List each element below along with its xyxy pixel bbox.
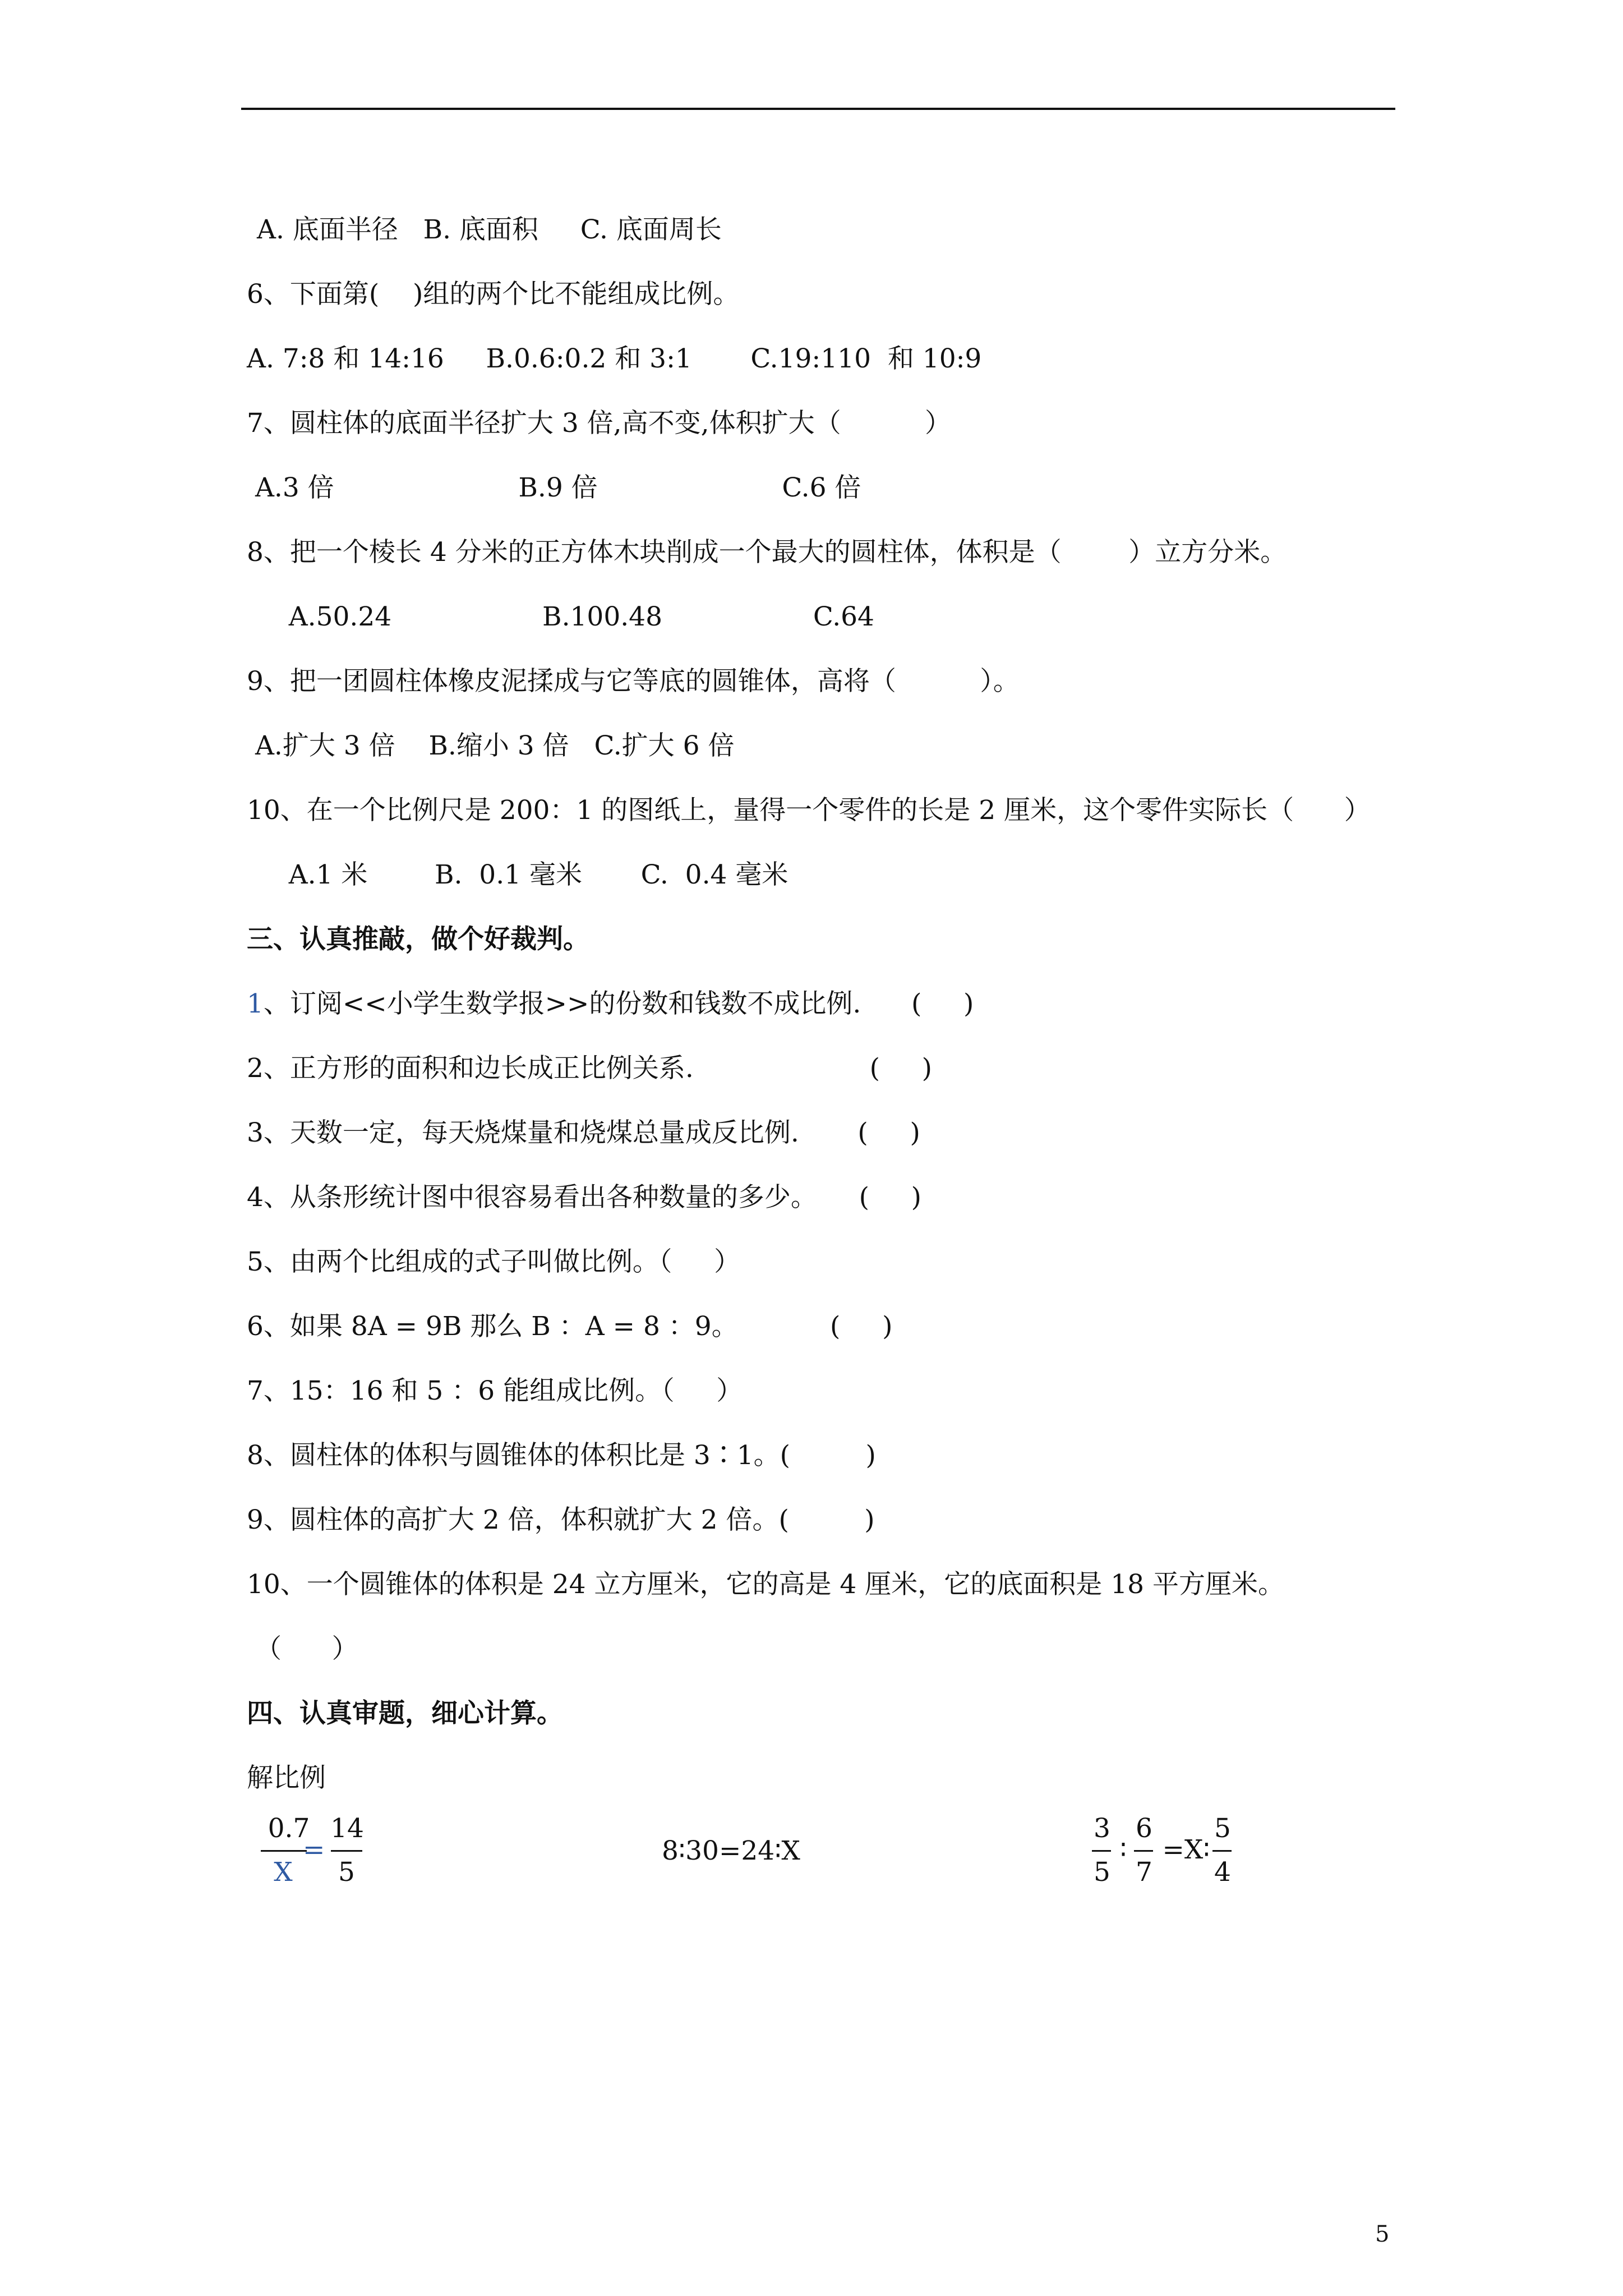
eq3-numerator-2: 6: [1136, 1813, 1152, 1844]
q10-options: A.1 米 B. 0.1 毫米 C. 0.4 毫米: [247, 859, 789, 890]
eq1-numerator-right: 14: [330, 1813, 364, 1844]
judge-item-2: 2、正方形的面积和边长成正比例关系. ( ): [247, 1053, 932, 1084]
equation-2: 8∶30=24∶X: [662, 1835, 800, 1866]
eq1-fraction-bar-left: [261, 1850, 307, 1852]
judge-item-1-text: 、订阅<<小学生数学报>>的份数和钱数不成比例. ( ): [263, 988, 974, 1019]
eq3-middle: =X∶: [1162, 1834, 1210, 1865]
section4-heading: 四、认真审题，细心计算。: [247, 1698, 563, 1729]
eq3-denominator-1: 5: [1094, 1857, 1110, 1888]
eq3-numerator-1: 3: [1094, 1813, 1110, 1844]
judge-item-1: [247, 987, 974, 1021]
q7-question: 7、圆柱体的底面半径扩大 3 倍,高不变,体积扩大（ ）: [247, 408, 951, 439]
eq1-denominator-left: X: [274, 1857, 293, 1888]
q9-options: A.扩大 3 倍 B.缩小 3 倍 C.扩大 6 倍: [247, 730, 735, 761]
q7-options: A.3 倍 B.9 倍 C.6 倍: [247, 472, 861, 503]
section4-subheading: 解比例: [247, 1763, 326, 1793]
eq3-denominator-3: 4: [1214, 1857, 1231, 1888]
q6-question: 6、下面第( )组的两个比不能组成比例。: [247, 279, 740, 310]
q5-options: A. 底面半径 B. 底面积 C. 底面周长: [257, 214, 722, 245]
q8-question: 8、把一个棱长 4 分米的正方体木块削成一个最大的圆柱体，体积是（ ）立方分米。: [247, 537, 1287, 568]
judge-item-5: 5、由两个比组成的式子叫做比例。（ ）: [247, 1246, 741, 1277]
judge-item-3: 3、天数一定，每天烧煤量和烧煤总量成反比例. ( ): [247, 1117, 920, 1148]
judge-item-6: 6、如果 8A = 9B 那么 B ：A = 8 ：9。 ( ): [247, 1311, 893, 1342]
judge-item-1-number: 1: [247, 988, 264, 1019]
eq3-denominator-2: 7: [1136, 1857, 1152, 1888]
page-number: 5: [1375, 2221, 1390, 2247]
eq1-fraction-bar-right: [331, 1850, 362, 1852]
q6-options: A. 7:8 和 14:16 B.0.6:0.2 和 3:1 C.19:110 和 10:9: [247, 343, 982, 374]
eq3-fraction-bar-1: [1092, 1850, 1111, 1852]
eq1-numerator-left: 0.7: [268, 1813, 310, 1844]
q9-question: 9、把一团圆柱体橡皮泥揉成与它等底的圆锥体，高将（ ）。: [247, 666, 1020, 697]
header-rule: [241, 108, 1395, 110]
judge-item-8: 8、圆柱体的体积与圆锥体的体积比是 3∶1。( ): [247, 1440, 876, 1471]
q10-question: 10、在一个比例尺是 200：1 的图纸上，量得一个零件的长是 2 厘米，这个零件实际长（ ）: [247, 795, 1371, 826]
judge-item-10-bracket: （ ）: [255, 1634, 358, 1664]
eq1-denominator-right: 5: [338, 1857, 355, 1888]
eq3-colon-1: ∶: [1119, 1834, 1127, 1865]
eq3-fraction-bar-3: [1212, 1850, 1232, 1852]
section3-heading: 三、认真推敲，做个好裁判。: [247, 924, 589, 955]
eq3-numerator-3: 5: [1214, 1813, 1231, 1844]
eq1-equals: =: [303, 1834, 325, 1865]
judge-item-7: 7、15：16 和 5 ：6 能组成比例。（ ）: [247, 1375, 743, 1406]
judge-item-4: 4、从条形统计图中很容易看出各种数量的多少。 ( ): [247, 1182, 921, 1213]
judge-item-10: 10、一个圆锥体的体积是 24 立方厘米，它的高是 4 厘米，它的底面积是 18 平方厘米。: [247, 1569, 1284, 1600]
q8-options: A.50.24 B.100.48 C.64: [247, 601, 874, 632]
eq3-fraction-bar-2: [1134, 1850, 1153, 1852]
judge-item-9: 9、圆柱体的高扩大 2 倍，体积就扩大 2 倍。( ): [247, 1504, 875, 1535]
